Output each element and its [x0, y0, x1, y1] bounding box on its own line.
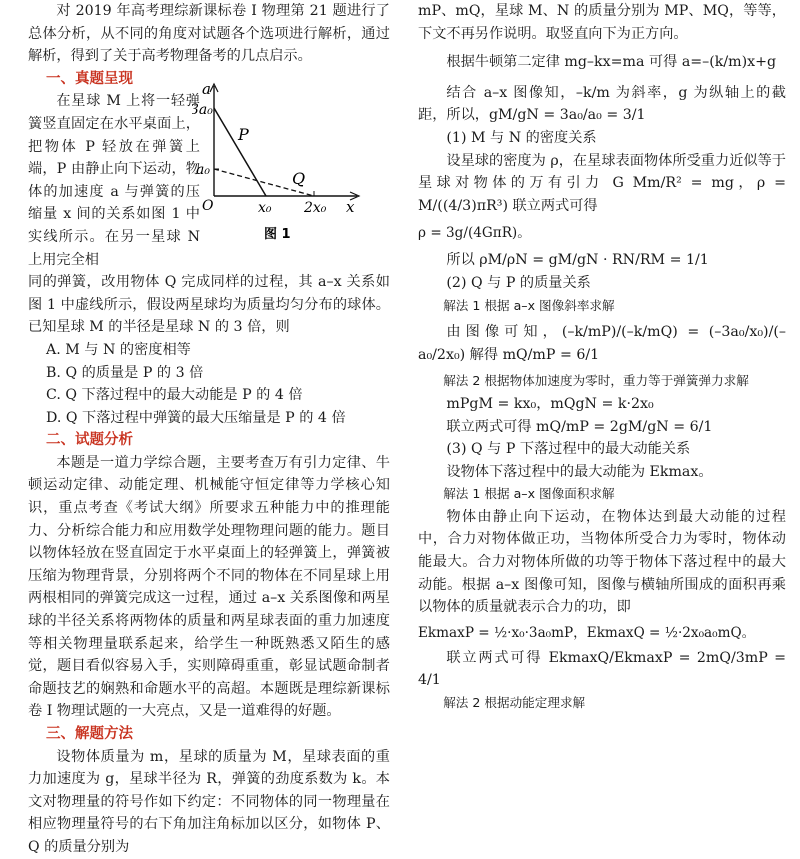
section-1-text: 设星球的密度为 ρ，在星球表面物体所受重力近似等于星球对物体的万有引力 G Mm/R² = mg，ρ = M/((4/3)πR³) 联立两式可得 [418, 152, 786, 214]
method-3-heading: 解法 1 根据 a–x 图像面积求解 [443, 486, 615, 502]
label-3a0: 3a₀ [192, 102, 213, 118]
ek-equation: EkmaxP = ½·x₀·3a₀mP，EkmaxQ = ½·2x₀a₀mQ。 [418, 624, 756, 641]
method-1-heading: 解法 1 根据 a–x 图像斜率求解 [443, 297, 615, 313]
option-a: A. M 与 N 的密度相等 [46, 341, 191, 358]
method-paragraph: 设物体质量为 m，星球的质量为 M，星球表面的重力加速度为 g，星球半径为 R，弹簧的劲度系数为 k。本文对物理量的符号作如下约定：不同物体的同一物理量在相应物理量符号的右下角加注角标加以区分，如物体 P、Q 的质量分别为 [28, 748, 390, 855]
label-o: O [202, 198, 214, 214]
figure-1 [192, 78, 362, 248]
problem-text: 同的弹簧，改用物体 Q 完成同样的过程，其 a–x 关系如图 1 中虚线所示，假设两星球均为质量均匀分布的球体。已知星球 M 的半径是星球 N 的 3 倍，则 [28, 274, 390, 336]
option-b: B. Q 的质量是 P 的 3 倍 [46, 364, 204, 381]
intro-paragraph: 对 2019 年高考理综新课标卷 I 物理第 21 题进行了总体分析，从不同的角度对试题各个选项进行解析，通过解析，得到了关于高考物理备考的几点启示。 [28, 3, 390, 65]
heading-method: 三、解题方法 [46, 726, 133, 742]
problem-text-wrapped: 在星球 M 上将一轻弹簧竖直固定在水平桌面上，把物体 P 轻放在弹簧上端，P 由静止向下运动，物体的加速度 a 与弹簧的压缩量 x 间的关系如图 1 中实线所示。在另一星球 N 上用完全相 [28, 93, 200, 268]
analysis-paragraph: 本题是一道力学综合题，主要考查万有引力定律、牛顿运动定律、动能定理、机械能守恒定律等力学核心知识，重点考查《考试大纲》所要求五种能力中的推理能力、分析综合能力和应用数学处理物理问题的能力。题目以物体轻放在竖直固定于水平桌面上的轻弹簧上，弹簧被压缩为物理背景，分别将两个不同的物体在不同星球上用两根相同的弹簧完成这一过程，通过 a–x 关系图像和两星球的半径关系将两物体的质量和两星球表面的重力加速度等相关物理量联系起来，给学生一种既熟悉又陌生的感觉，题目看似容易入手，实则障碍重重，彰显试题命制者命题技艺的娴熟和命题水平的高超。本题既是理综新课标卷 I 物理试题的一大亮点，又是一道难得的好题。 [28, 454, 390, 720]
label-a: a [202, 80, 211, 98]
ek-result: 联立两式可得 EkmaxQ/EkmaxP = 2mQ/3mP = 4/1 [418, 649, 786, 689]
option-c: C. Q 下落过程中的最大动能是 P 的 4 倍 [46, 387, 303, 404]
section-1-heading: (1) M 与 N 的密度关系 [446, 129, 597, 146]
heading-analysis: 二、试题分析 [46, 432, 133, 449]
heading-problem: 一、真题呈现 [46, 70, 133, 87]
method-1-text: 由图像可知，(–k/mP)/(–k/mQ) = (–3a₀/x₀)/(–a₀/2x₀) 解得 mQ/mP = 6/1 [418, 324, 786, 363]
newton-law-text: 根据牛顿第二定律 mg–kx=ma 可得 a=–(k/m)x+g [446, 54, 777, 71]
method-3-text: 物体由静止向下运动，在物体达到最大动能的过程中，合力对物体做正功，当物体所受合力为零时，物体动能最大。合力对物体所做的功等于物体下落过程中的最大动能。根据 a–x 图像可知，图像与横轴所围成的面积再乘以物体的质量就表示合力的功，即 [418, 508, 786, 616]
section-2-heading: (2) Q 与 P 的质量关系 [446, 274, 591, 291]
method-4-heading: 解法 2 根据动能定理求解 [443, 695, 586, 711]
label-2x0: 2x₀ [304, 200, 327, 216]
method-2-result: 联立两式可得 mQ/mP = 2gM/gN = 6/1 [446, 418, 713, 435]
a-x-graph [192, 78, 362, 248]
continuation-text: mP、mQ，星球 M、N 的质量分别为 MP、MQ，等等，下文不再另作说明。取竖直向下为正方向。 [418, 3, 786, 42]
density-result: 所以 ρM/ρN = gM/gN · RN/RM = 1/1 [446, 252, 709, 269]
label-x0: x₀ [258, 200, 272, 216]
label-q: Q [292, 169, 306, 188]
method-2-equation: mPgM = kx₀，mQgN = k·2x₀ [446, 395, 654, 412]
label-p: P [238, 125, 249, 144]
figure-caption: 图 1 [264, 227, 291, 242]
combine-text: 结合 a–x 图像知，–k/m 为斜率，g 为纵轴上的截距，所以，gM/gN = 3a₀/a₀ = 3/1 [418, 84, 786, 124]
option-d: D. Q 下落过程中弹簧的最大压缩量是 P 的 4 倍 [46, 409, 346, 426]
label-a0: a₀ [196, 162, 210, 178]
method-2-heading: 解法 2 根据物体加速度为零时，重力等于弹簧弹力求解 [443, 373, 749, 389]
right-column [418, 0, 786, 715]
label-x: x [346, 198, 355, 216]
section-3-text: 设物体下落过程中的最大动能为 Ekmax。 [446, 463, 713, 480]
solid-line-p [214, 108, 266, 196]
section-3-heading: (3) Q 与 P 下落过程中的最大动能关系 [446, 441, 691, 458]
rho-equation: ρ = 3g/(4GπR)。 [418, 225, 531, 242]
